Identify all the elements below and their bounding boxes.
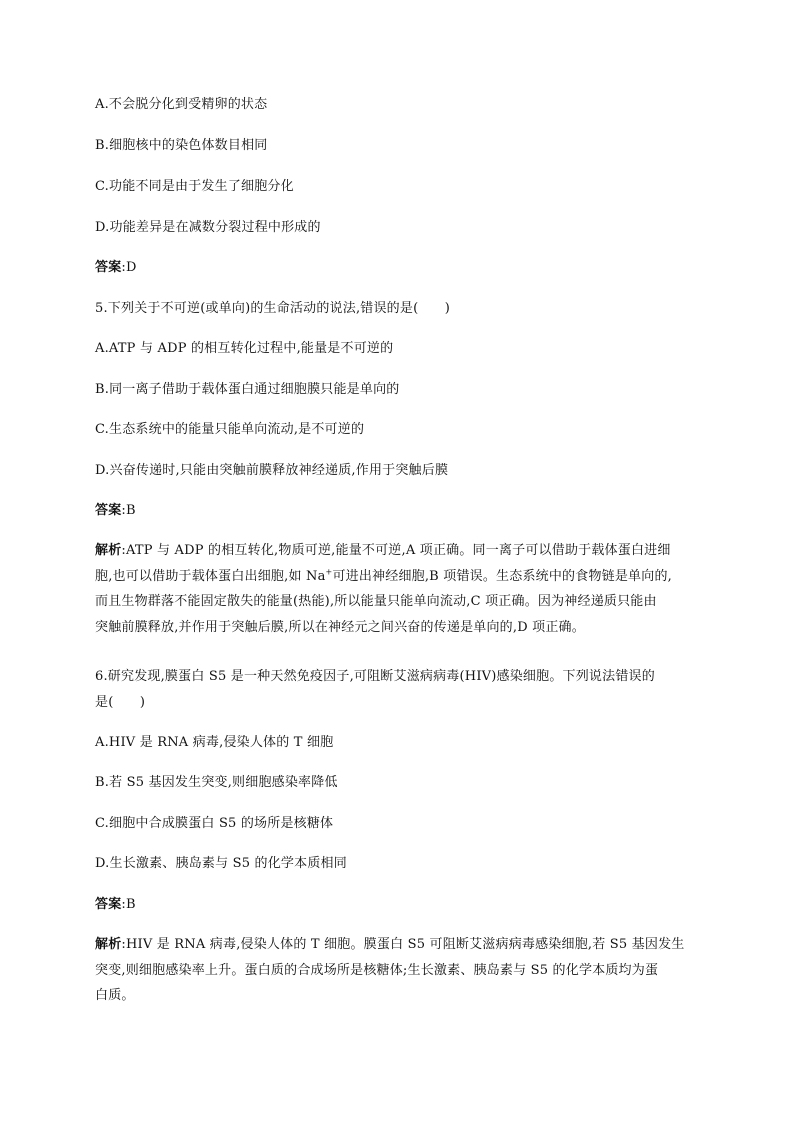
q5-explanation	[95, 538, 700, 640]
q4-answer	[95, 258, 137, 278]
q6-explanation	[95, 932, 700, 1009]
q6-answer	[95, 895, 136, 915]
q5-option-d: D.兴奋传递时,只能由突触前膜释放神经递质,作用于突触后膜	[95, 463, 449, 478]
q5-stem: 5.下列关于不可逆(或单向)的生命活动的说法,错误的是( )	[95, 301, 451, 316]
q6-option-a: A.HIV 是 RNA 病毒,侵染人体的 T 细胞	[95, 735, 334, 750]
q6-option-d: D.生长激素、胰岛素与 S5 的化学本质相同	[95, 856, 347, 871]
q5-option-c: C.生态系统中的能量只能单向流动,是不可逆的	[95, 422, 365, 437]
answer-value: :B	[121, 503, 136, 518]
answer-value: :B	[121, 897, 136, 912]
q6-option-c: C.细胞中合成膜蛋白 S5 的场所是核糖体	[95, 816, 334, 831]
explanation-line: 解析:ATP 与 ADP 的相互转化,物质可逆,能量不可逆,A 项正确。同一离子可以借助于载体蛋白进细	[95, 543, 671, 558]
answer-label: 答案	[95, 260, 122, 275]
explanation-label: 解析	[95, 543, 122, 558]
stem-line: 是( )	[95, 694, 146, 710]
q5-answer	[95, 501, 136, 521]
q4-option-d: D.功能差异是在减数分裂过程中形成的	[95, 220, 321, 235]
explanation-line: 胞,也可以借助于载体蛋白出细胞,如 Na+可进出神经细胞,B 项错误。生态系统中的食物链是单向的,	[95, 567, 672, 584]
explanation-label: 解析	[95, 937, 122, 952]
answer-label: 答案	[95, 897, 122, 912]
explanation-line: 而且生物群落不能固定散失的能量(热能),所以能量只能单向流动,C 项正确。因为神经递质只能由	[95, 594, 657, 609]
explanation-line: 白质。	[95, 988, 135, 1003]
explanation-line: 解析:HIV 是 RNA 病毒,侵染人体的 T 细胞。膜蛋白 S5 可阻断艾滋病病毒感染细胞,若 S5 基因发生	[95, 937, 685, 952]
q4-option-b: B.细胞核中的染色体数目相同	[95, 138, 268, 153]
answer-value: :D	[121, 260, 137, 275]
q6-option-b: B.若 S5 基因发生突变,则细胞感染率降低	[95, 775, 338, 790]
stem-line: 6.研究发现,膜蛋白 S5 是一种天然免疫因子,可阻断艾滋病病毒(HIV)感染细胞。下列说法错误的	[95, 669, 655, 684]
explanation-line: 突触前膜释放,并作用于突触后膜,所以在神经元之间兴奋的传递是单向的,D 项正确。	[95, 619, 585, 635]
q4-option-c: C.功能不同是由于发生了细胞分化	[95, 179, 294, 194]
explanation-line: 突变,则细胞感染率上升。蛋白质的合成场所是核糖体;生长激素、胰岛素与 S5 的化学本质均为蛋	[95, 962, 659, 978]
q5-option-a: A.ATP 与 ADP 的相互转化过程中,能量是不可逆的	[95, 341, 394, 356]
q4-option-a: A.不会脱分化到受精卵的状态	[95, 97, 268, 112]
q6-stem	[95, 664, 700, 715]
q5-option-b: B.同一离子借助于载体蛋白通过细胞膜只能是单向的	[95, 382, 400, 397]
answer-label: 答案	[95, 503, 122, 518]
superscript: +	[325, 567, 333, 577]
